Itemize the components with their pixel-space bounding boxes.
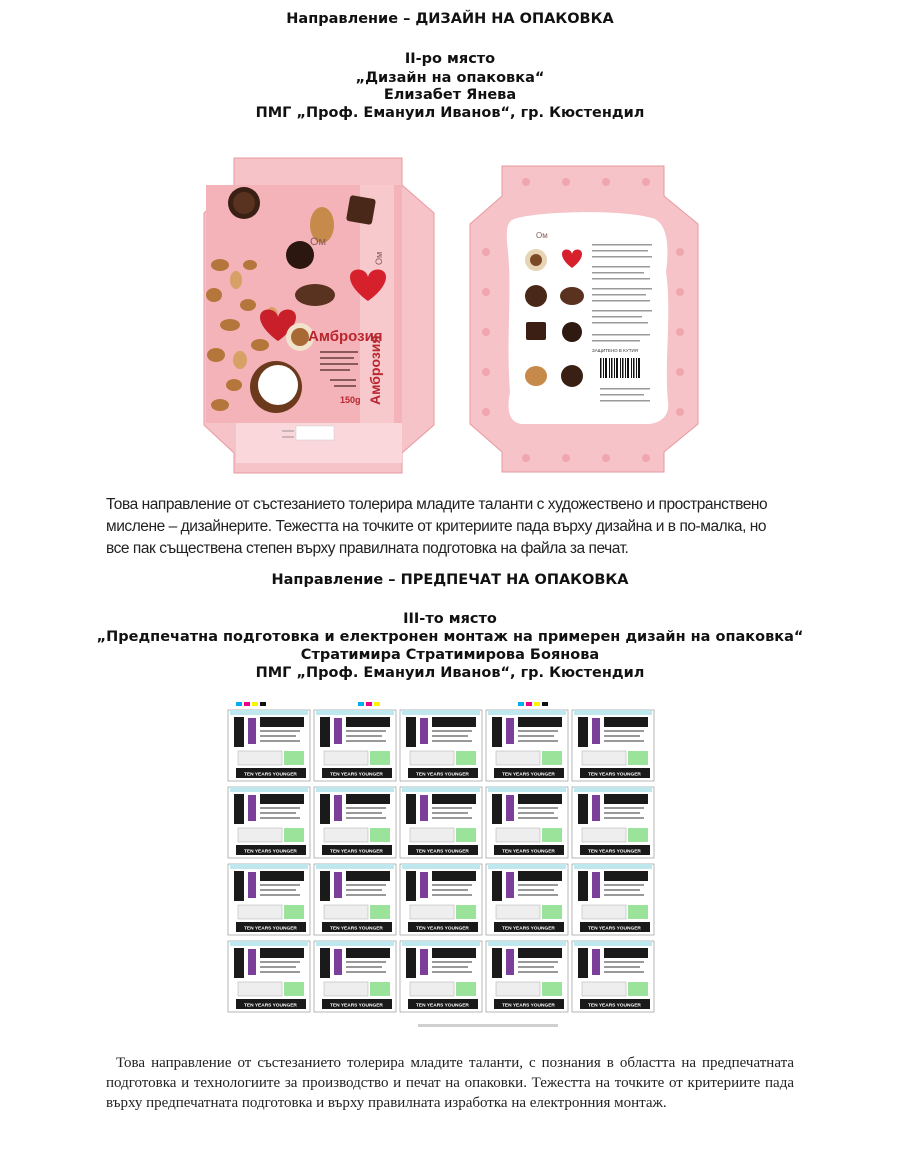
svg-text:Ом: Ом bbox=[536, 231, 548, 240]
sheet-label-text: TEN YEARS YOUNGER bbox=[416, 926, 469, 932]
sheet-label-text: TEN YEARS YOUNGER bbox=[502, 849, 555, 855]
sheet-label-text: TEN YEARS YOUNGER bbox=[502, 1003, 555, 1009]
design-description-line-3: все пак съществена степен върху правилната подготовка на файла за печат. bbox=[106, 540, 629, 557]
sheet-label-text: TEN YEARS YOUNGER bbox=[588, 926, 641, 932]
back-box-note: ЗАЩИТЕНО В КУТИЯ bbox=[592, 348, 638, 353]
sheet-label-text: TEN YEARS YOUNGER bbox=[330, 849, 383, 855]
school-name: ПМГ „Проф. Емануил Иванов“, гр. Кюстендил bbox=[255, 105, 645, 121]
svg-text:Амброзия: Амброзия bbox=[367, 335, 383, 405]
section-heading-design: Направление – ДИЗАЙН НА ОПАКОВКА bbox=[286, 11, 614, 27]
design-description bbox=[106, 494, 806, 560]
sheet-label-text: TEN YEARS YOUNGER bbox=[416, 772, 469, 778]
front-box-dieline-image bbox=[200, 155, 440, 475]
project-title-prepress: „Предпечатна подготовка и електронен монтаж на примерен дизайн на опаковка“ bbox=[96, 629, 804, 645]
sheet-label-text: TEN YEARS YOUNGER bbox=[588, 772, 641, 778]
front-product-name: Амброзия bbox=[308, 328, 383, 345]
section-heading-prepress: Направление – ПРЕДПЕЧАТ НА ОПАКОВКА bbox=[271, 572, 629, 588]
sheet-label-text: TEN YEARS YOUNGER bbox=[588, 1003, 641, 1009]
design-description-line-2: мислене – дизайнерите. Тежестта на точките от критериите пада върху дизайна и в по-малка, но bbox=[106, 518, 767, 535]
sheet-label-text: TEN YEARS YOUNGER bbox=[330, 1003, 383, 1009]
design-description-line-1: Това направление от състезанието толерира младите таланти с художествено и пространствено bbox=[106, 496, 768, 513]
author-name: Елизабет Янева bbox=[383, 87, 517, 103]
sheet-label-text: TEN YEARS YOUNGER bbox=[502, 926, 555, 932]
sheet-label-text: TEN YEARS YOUNGER bbox=[244, 1003, 297, 1009]
sheet-label-text: TEN YEARS YOUNGER bbox=[588, 849, 641, 855]
sheet-label-text: TEN YEARS YOUNGER bbox=[330, 926, 383, 932]
project-title: „Дизайн на опаковка“ bbox=[355, 70, 545, 86]
prepress-description: Това направление от състезанието толерира младите таланти, с познания в областта на предпечатната подготовка и технологиите за производство и печат на опаковки. Тежестта на точките от критериите пада върху предпечатната подготовка и върху правилната изработка на електронния монтаж. bbox=[106, 1055, 794, 1111]
back-box-dieline-image bbox=[466, 162, 702, 474]
sheet-label-text: TEN YEARS YOUNGER bbox=[244, 926, 297, 932]
front-weight: 150g bbox=[340, 395, 361, 405]
school-name-prepress: ПМГ „Проф. Емануил Иванов“, гр. Кюстендил bbox=[255, 665, 645, 681]
author-name-prepress: Стратимира Стратимирова Боянова bbox=[300, 647, 600, 663]
sheet-label-text: TEN YEARS YOUNGER bbox=[502, 772, 555, 778]
award-place: II-ро място bbox=[404, 51, 496, 67]
sheet-label-text: TEN YEARS YOUNGER bbox=[416, 1003, 469, 1009]
svg-text:Ом: Ом bbox=[374, 251, 384, 265]
sheet-label-text: TEN YEARS YOUNGER bbox=[244, 772, 297, 778]
front-brand-logo: Ом bbox=[310, 236, 327, 248]
sheet-label-text: TEN YEARS YOUNGER bbox=[330, 772, 383, 778]
sheet-label-text: TEN YEARS YOUNGER bbox=[244, 849, 297, 855]
sheet-label-text: TEN YEARS YOUNGER bbox=[416, 849, 469, 855]
print-sheet-image bbox=[218, 700, 684, 1032]
award-place-prepress: III-то място bbox=[403, 611, 497, 627]
